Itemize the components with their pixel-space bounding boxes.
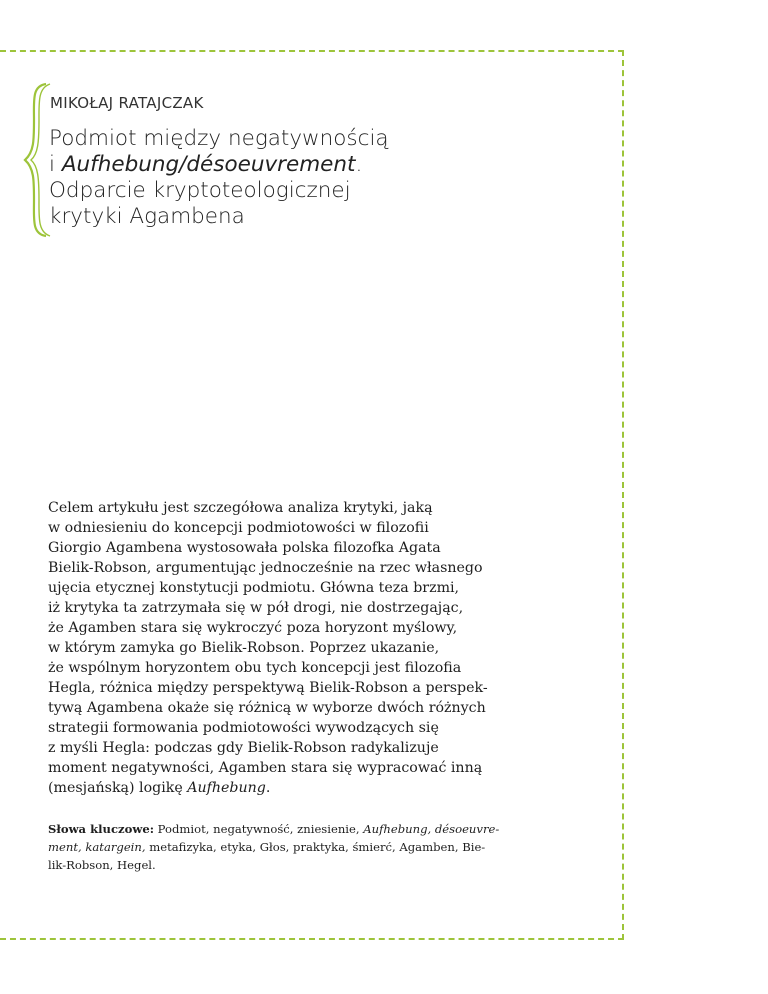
keywords-label: Słowa kluczowe: [48, 822, 154, 836]
abstract-last-line-prefix: (mesjańską) logikę [48, 780, 188, 796]
abstract-line: Bielik-Robson, argumentując jednocześnie na rzec własnego [48, 560, 483, 576]
title-line-3: Odparcie kryptoteologicznej [49, 178, 351, 203]
abstract-line: w odniesieniu do koncepcji podmiotowości w filozofii [48, 520, 429, 536]
article-title [49, 126, 589, 230]
abstract-last-line-suffix: . [265, 780, 271, 796]
keywords [48, 820, 540, 874]
abstract-line: Giorgio Agambena wystosowała polska filozofka Agata [48, 540, 441, 556]
keywords-line-1 [48, 820, 540, 838]
abstract-line: ujęcia etycznej konstytucji podmiotu. Główna teza brzmi, [48, 580, 460, 596]
abstract-line: iż krytyka ta zatrzymała się w pół drogi, nie dostrzegając, [48, 600, 464, 616]
author-name: MIKOŁAJ RATAJCZAK [50, 94, 204, 112]
curly-brace-icon [22, 80, 52, 240]
keywords-line-1-italic: Aufhebung, désoeuvre- [363, 822, 500, 836]
abstract-line: Hegla, różnica między perspektywą Bielik-Robson a perspek- [48, 680, 488, 696]
frame-right-border [622, 50, 624, 940]
abstract-line: że Agamben stara się wykroczyć poza horyzont myślowy, [48, 620, 458, 636]
title-line-1: Podmiot między negatywnością [49, 126, 389, 151]
abstract-last-line [48, 778, 538, 798]
title-line-2 [49, 152, 589, 178]
keywords-line-2-plain: metafizyka, etyka, Głos, praktyka, śmierć, Agamben, Bie- [145, 840, 486, 854]
abstract-line: strategii formowania podmiotowości wywodzących się [48, 720, 439, 736]
abstract-line: Celem artykułu jest szczegółowa analiza krytyki, jaką [48, 500, 433, 516]
title-line-2-suffix: . [355, 152, 363, 177]
keywords-line-2-italic: ment, katargein, [48, 840, 146, 854]
abstract-line: z myśli Hegla: podczas gdy Bielik-Robson radykalizuje [48, 740, 439, 756]
abstract-last-line-italic: Aufhebung [187, 780, 266, 796]
keywords-line-3: lik-Robson, Hegel. [48, 858, 156, 872]
abstract-line: że wspólnym horyzontem obu tych koncepcji jest filozofia [48, 660, 462, 676]
title-line-2-italic: Aufhebung/désoeuvrement [61, 152, 356, 177]
title-line-2-prefix: i [49, 152, 62, 177]
keywords-line-2 [48, 838, 540, 856]
frame-bottom-border [0, 938, 624, 940]
title-line-4: krytyki Agambena [49, 204, 245, 229]
abstract [48, 498, 538, 798]
abstract-line: tywą Agambena okaże się różnicą w wyborze dwóch różnych [48, 700, 486, 716]
keywords-line-1-plain: Podmiot, negatywność, zniesienie, [153, 822, 364, 836]
frame-top-border [0, 50, 624, 52]
abstract-line: w którym zamyka go Bielik-Robson. Poprzez ukazanie, [48, 640, 440, 656]
abstract-line: moment negatywności, Agamben stara się wypracować inną [48, 760, 483, 776]
